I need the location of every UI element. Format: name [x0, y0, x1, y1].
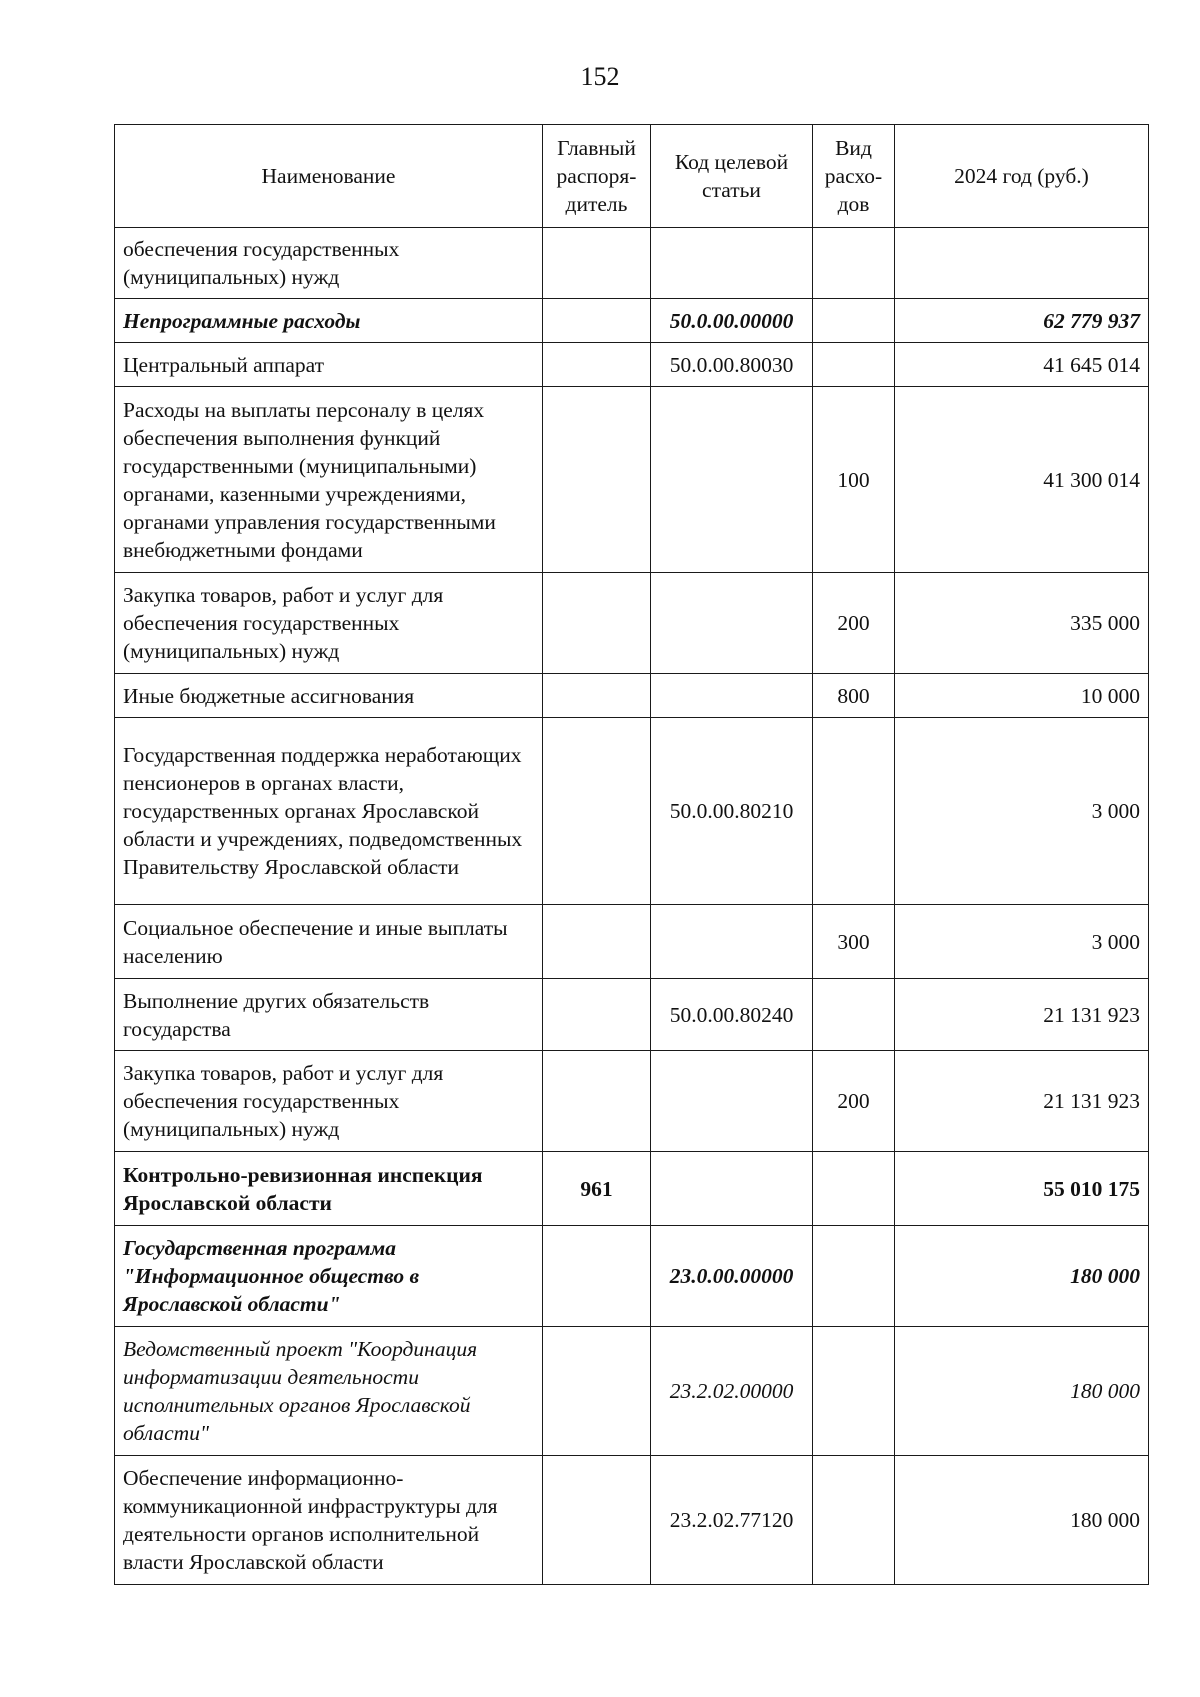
row-type: 200	[813, 573, 895, 674]
row-type	[813, 343, 895, 387]
row-code	[651, 1152, 813, 1226]
header-code: Код целевой статьи	[651, 125, 813, 228]
row-amount: 41 645 014	[895, 343, 1149, 387]
row-type: 200	[813, 1051, 895, 1152]
row-name: Непрограммные расходы	[115, 299, 543, 343]
row-name: Закупка товаров, работ и услуг для обеспечения государственных (муниципальных) нужд	[115, 1051, 543, 1152]
row-code	[651, 674, 813, 718]
row-name: Социальное обеспечение и иные выплаты населению	[115, 905, 543, 979]
row-type: 300	[813, 905, 895, 979]
table-row	[115, 979, 1149, 1051]
row-name: Обеспечение информационно-коммуникационной инфраструктуры для деятельности органов исполнительной власти Ярославской области	[115, 1456, 543, 1585]
row-manager: 961	[543, 1152, 651, 1226]
row-amount: 335 000	[895, 573, 1149, 674]
row-amount: 180 000	[895, 1456, 1149, 1585]
row-code: 23.2.02.77120	[651, 1456, 813, 1585]
page-number: 152	[580, 62, 620, 91]
row-amount: 55 010 175	[895, 1152, 1149, 1226]
row-amount: 21 131 923	[895, 979, 1149, 1051]
row-name: Выполнение других обязательств государства	[115, 979, 543, 1051]
row-code	[651, 905, 813, 979]
row-type	[813, 1327, 895, 1456]
table-row	[115, 387, 1149, 573]
row-type	[813, 1456, 895, 1585]
row-name: Иные бюджетные ассигнования	[115, 674, 543, 718]
row-code	[651, 228, 813, 299]
header-manager: Главный распоря-дитель	[543, 125, 651, 228]
table-row	[115, 1456, 1149, 1585]
row-manager	[543, 905, 651, 979]
row-amount: 180 000	[895, 1327, 1149, 1456]
row-code	[651, 387, 813, 573]
row-amount: 41 300 014	[895, 387, 1149, 573]
table-row	[115, 228, 1149, 299]
table-row	[115, 1327, 1149, 1456]
row-name: Центральный аппарат	[115, 343, 543, 387]
budget-table	[114, 124, 1149, 1585]
row-amount: 180 000	[895, 1226, 1149, 1327]
row-name: Расходы на выплаты персоналу в целях обеспечения выполнения функций государственными (муниципальными) органами, казенными учреждениями, органами управления государственными внебюджетными фондами	[115, 387, 543, 573]
row-manager	[543, 573, 651, 674]
row-amount	[895, 228, 1149, 299]
row-name: Государственная программа "Информационное общество в Ярославской области"	[115, 1226, 543, 1327]
row-manager	[543, 1327, 651, 1456]
row-code: 50.0.00.80240	[651, 979, 813, 1051]
row-code: 23.2.02.00000	[651, 1327, 813, 1456]
row-manager	[543, 718, 651, 905]
row-type	[813, 1226, 895, 1327]
table-row	[115, 1152, 1149, 1226]
row-name: обеспечения государственных (муниципальных) нужд	[115, 228, 543, 299]
row-type: 800	[813, 674, 895, 718]
row-name: Закупка товаров, работ и услуг для обеспечения государственных (муниципальных) нужд	[115, 573, 543, 674]
row-code	[651, 573, 813, 674]
table-row	[115, 573, 1149, 674]
row-type	[813, 228, 895, 299]
row-amount: 10 000	[895, 674, 1149, 718]
row-amount: 3 000	[895, 718, 1149, 905]
header-type: Вид расхо-дов	[813, 125, 895, 228]
row-type	[813, 979, 895, 1051]
row-manager	[543, 299, 651, 343]
table-row	[115, 905, 1149, 979]
row-amount: 62 779 937	[895, 299, 1149, 343]
row-manager	[543, 1051, 651, 1152]
row-name: Государственная поддержка неработающих пенсионеров в органах власти, государственных органах Ярославской области и учреждениях, подведомственных Правительству Ярославской области	[115, 718, 543, 905]
table-row	[115, 718, 1149, 905]
row-type	[813, 1152, 895, 1226]
row-manager	[543, 1456, 651, 1585]
row-type: 100	[813, 387, 895, 573]
row-manager	[543, 1226, 651, 1327]
row-code: 50.0.00.80210	[651, 718, 813, 905]
table-row	[115, 674, 1149, 718]
row-manager	[543, 228, 651, 299]
table-row	[115, 343, 1149, 387]
header-name: Наименование	[115, 125, 543, 228]
row-manager	[543, 387, 651, 573]
table-header-row	[115, 125, 1149, 228]
table-row	[115, 1226, 1149, 1327]
row-manager	[543, 979, 651, 1051]
row-type	[813, 299, 895, 343]
row-code	[651, 1051, 813, 1152]
row-amount: 21 131 923	[895, 1051, 1149, 1152]
row-code: 23.0.00.00000	[651, 1226, 813, 1327]
row-manager	[543, 343, 651, 387]
row-code: 50.0.00.80030	[651, 343, 813, 387]
row-code: 50.0.00.00000	[651, 299, 813, 343]
header-amount: 2024 год (руб.)	[895, 125, 1149, 228]
table-row	[115, 299, 1149, 343]
row-type	[813, 718, 895, 905]
row-name: Контрольно-ревизионная инспекция Ярославской области	[115, 1152, 543, 1226]
table-row	[115, 1051, 1149, 1152]
row-amount: 3 000	[895, 905, 1149, 979]
row-name: Ведомственный проект "Координация информатизации деятельности исполнительных органов Ярославской области"	[115, 1327, 543, 1456]
row-manager	[543, 674, 651, 718]
